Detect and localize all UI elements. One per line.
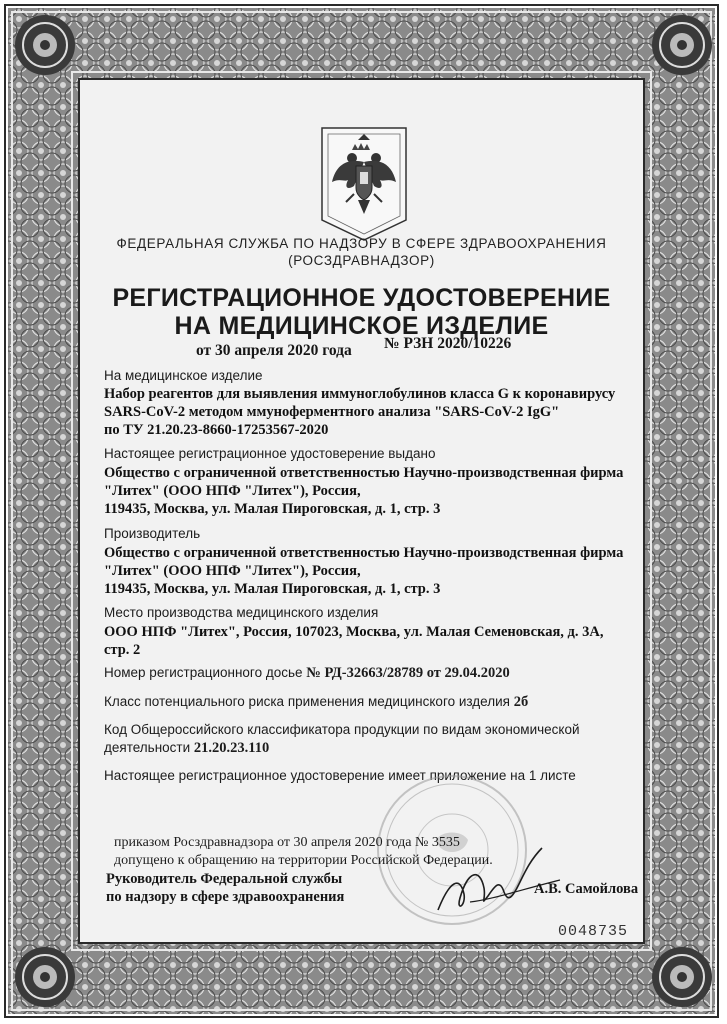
corner-ornament-icon — [10, 942, 80, 1012]
device-label: На медицинское изделие — [104, 368, 263, 383]
russian-coat-of-arms-icon — [318, 124, 410, 244]
issue-date: от 30 апреля 2020 года — [196, 342, 352, 359]
risk-class-row — [104, 694, 528, 711]
document-subtitle: НА МЕДИЦИНСКОЕ ИЗДЕЛИЕ — [174, 312, 549, 340]
appendix-note: Настоящее регистрационное удостоверение имеет приложение на 1 листе — [104, 768, 576, 783]
manufacturer-line: 119435, Москва, ул. Малая Пироговская, д. 1, стр. 3 — [104, 581, 441, 597]
signatory-title: по надзору в сфере здравоохранения — [106, 889, 345, 905]
device-name-line: Набор реагентов для выявления иммуноглобулинов класса G к коронавирусу — [104, 386, 616, 402]
manufacturer-line: "Литех" (ООО НПФ "Литех"), Россия, — [104, 563, 361, 579]
dossier-number: № РД-32663/28789 от 29.04.2020 — [306, 665, 510, 681]
okp-row — [104, 740, 269, 757]
okp-code: 21.20.23.110 — [193, 740, 270, 756]
production-site-line: стр. 2 — [104, 642, 141, 658]
agency-name: ФЕДЕРАЛЬНАЯ СЛУЖБА ПО НАДЗОРУ В СФЕРЕ ЗДРАВООХРАНЕНИЯ — [116, 236, 607, 251]
risk-class-label: Класс потенциального риска применения медицинского изделия — [104, 694, 510, 709]
issued-to-line: Общество с ограниченной ответственностью Научно-производственная фирма — [104, 465, 624, 481]
order-line: допущено к обращению на территории Российской Федерации. — [114, 853, 493, 868]
serial-number: 0048735 — [558, 923, 629, 940]
issued-to-line: 119435, Москва, ул. Малая Пироговская, д. 1, стр. 3 — [104, 501, 441, 517]
manufacturer-label: Производитель — [104, 526, 201, 541]
dossier-label: Номер регистрационного досье — [104, 665, 303, 680]
signatory-name: А.В. Самойлова — [534, 881, 639, 897]
device-name-line: по ТУ 21.20.23-8660-17253567-2020 — [104, 422, 329, 438]
document-title: РЕГИСТРАЦИОННОЕ УДОСТОВЕРЕНИЕ — [112, 284, 611, 312]
issued-to-line: "Литех" (ООО НПФ "Литех"), Россия, — [104, 483, 361, 499]
order-line: приказом Росздравнадзора от 30 апреля 2020 года № 3535 — [114, 835, 460, 850]
corner-ornament-icon — [647, 942, 717, 1012]
dossier-row — [104, 665, 510, 682]
corner-ornament-icon — [10, 10, 80, 80]
issued-to-label: Настоящее регистрационное удостоверение выдано — [104, 446, 436, 461]
production-site-line: ООО НПФ "Литех", Россия, 107023, Москва, ул. Малая Семеновская, д. 3А, — [104, 624, 604, 640]
device-name-line: SARS-CoV-2 методом ммуноферментного анализа "SARS-CoV-2 IgG" — [104, 404, 560, 420]
certificate-sheet — [80, 80, 643, 942]
registration-number: № РЗН 2020/10226 — [384, 335, 512, 352]
manufacturer-line: Общество с ограниченной ответственностью Научно-производственная фирма — [104, 545, 624, 561]
corner-ornament-icon — [647, 10, 717, 80]
risk-class-value: 2б — [513, 694, 529, 710]
okp-label: деятельности — [104, 740, 191, 755]
okp-label-line: Код Общероссийского классификатора продукции по видам экономической — [104, 722, 580, 737]
production-site-label: Место производства медицинского изделия — [104, 605, 379, 620]
signatory-title: Руководитель Федеральной службы — [106, 871, 343, 887]
agency-abbreviation: (РОСЗДРАВНАДЗОР) — [288, 253, 435, 268]
